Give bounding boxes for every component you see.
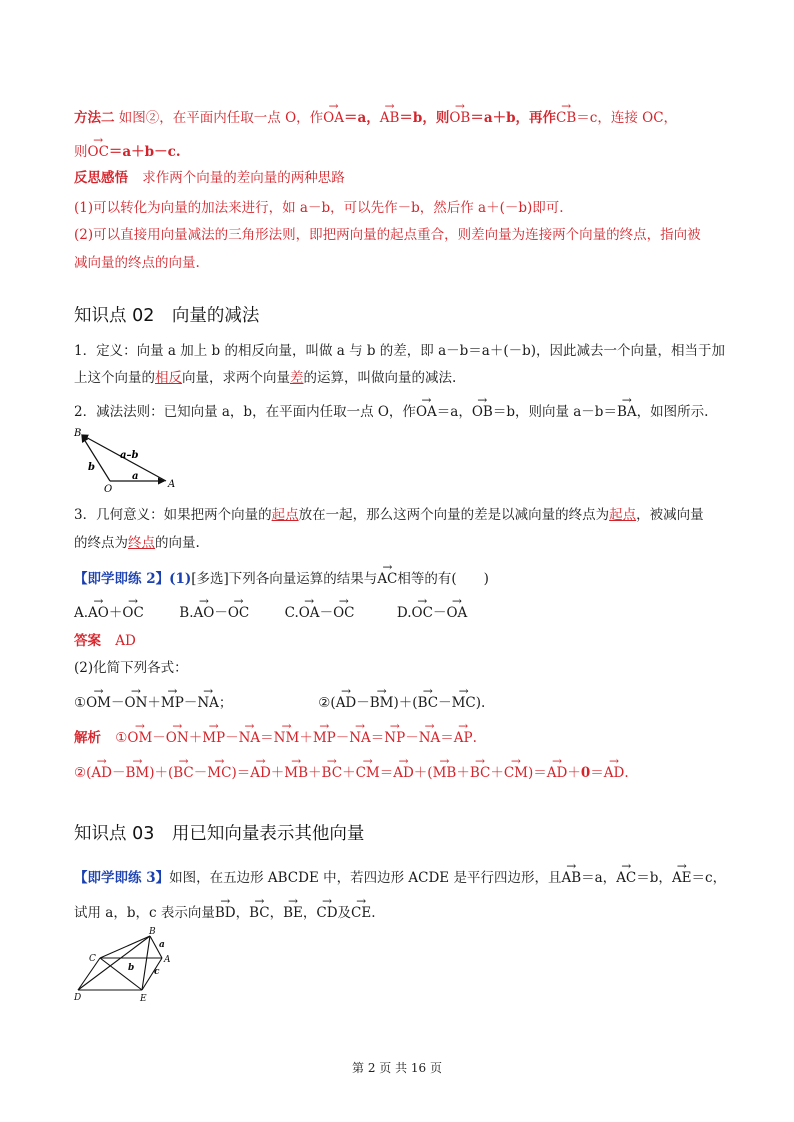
- a-minus-b-label: a–b: [120, 450, 139, 461]
- exercise-2-answer: [74, 629, 136, 649]
- diagonal-ce: [100, 958, 142, 990]
- option-a: A.→ AO＋→ OC: [74, 601, 175, 621]
- option-d: D.→ OC－→ OA: [397, 601, 467, 621]
- rule-line: 2．减法法则：已知向量 a，b，在平面内任取一点 O，作→ OA＝a，→ OB＝b，则向量 a－b＝→ BA，如图所示.: [74, 400, 708, 420]
- point-b-label: B: [149, 927, 156, 937]
- diagonal-be: [142, 936, 150, 990]
- a-label: a: [132, 471, 139, 482]
- definition-line2: 上这个向量的相反向量，求两个向量差的运算，叫做向量的减法.: [74, 370, 457, 386]
- exercise-2-expressions: [74, 691, 485, 711]
- section-03-title: 用已知向量表示其他向量: [171, 824, 365, 844]
- geometric-meaning-line2: 的终点为终点的向量.: [74, 535, 200, 551]
- exercise-2-tag: 【即学即练 2】: [74, 571, 170, 587]
- answer-value: AD: [115, 633, 136, 649]
- point-c-label: C: [89, 954, 96, 964]
- exercise-2-question: 【即学即练 2】(1)[多选]下列各向量运算的结果与→ AC相等的有( ): [74, 567, 489, 587]
- reflection-p1: (1)可以转化为向量的加法来进行，如 a－b，可以先作－b，然后作 a＋(－b)即可.: [74, 200, 564, 216]
- exercise-3-line1: 【即学即练 3】如图，在五边形 ABCDE 中，若四边形 ACDE 是平行四边形，且→ AB＝a，→ AC＝b，→ AE＝c，: [74, 866, 726, 886]
- point-b-label: B: [74, 428, 82, 439]
- vector-c-label: c: [154, 967, 160, 977]
- point-o-label: O: [104, 484, 113, 495]
- vector-a-label: a: [159, 940, 165, 950]
- section-02-number: 知识点 02: [74, 306, 155, 326]
- reflection-heading: 反思感悟 求作两个向量的差向量的两种思路: [74, 170, 345, 186]
- exercise-2-part2: (2)化简下列各式：: [74, 660, 188, 676]
- pentagon-figure: [70, 926, 180, 1004]
- solution-label: 解析: [74, 730, 101, 746]
- point-d-label: D: [74, 993, 82, 1003]
- reflection-p2b: 减向量的终点的向量.: [74, 255, 200, 271]
- method2-label: 方法二: [74, 110, 115, 126]
- vector-b-label: b: [128, 963, 135, 973]
- expression-1: ①→ OM－→ ON＋→ MP－→ NA；: [74, 691, 314, 711]
- point-a-label: A: [168, 479, 176, 490]
- b-label: b: [88, 462, 95, 473]
- exercise-3-tag: 【即学即练 3】: [74, 870, 170, 886]
- option-c: C.→ OA－→ OC: [285, 601, 393, 621]
- exercise-2-options: [74, 601, 467, 621]
- point-a-label: A: [164, 955, 171, 965]
- geometric-meaning-line1: 3．几何意义：如果把两个向量的起点放在一起，那么这两个向量的差是以减向量的终点为起点，被减向量: [74, 507, 704, 523]
- answer-label: 答案: [74, 633, 101, 649]
- section-03-number: 知识点 03: [74, 824, 155, 844]
- subtraction-figure: [68, 424, 188, 496]
- definition-line1: 1．定义：向量 a 加上 b 的相反向量，叫做 a 与 b 的差，即 a－b＝a＋(－b)，因此减去一个向量，相当于加: [74, 343, 726, 359]
- solution-line1: 解析 ①→ OM－→ ON＋→ MP－→ NA＝→ NM＋→ MP－→ NA＝→ NP－→ NA＝→ AP.: [74, 726, 477, 746]
- section-03-heading: [74, 820, 364, 845]
- reflection-label: 反思感悟: [74, 170, 128, 186]
- exercise-3-line2: 试用 a，b，c 表示向量→ BD，→ BC，→ BE，→ CD及→ CE.: [74, 901, 376, 921]
- method2-line1: 方法二 如图②，在平面内任取一点 O，作→ OA＝a，→ AB＝b，则→ OB＝a＋b，再作→ CB＝c，连接 OC，: [74, 106, 677, 126]
- point-e-label: E: [140, 994, 147, 1004]
- section-02-heading: [74, 302, 259, 327]
- reflection-p2a: (2)可以直接用向量减法的三角形法则，即把两向量的起点重合，则差向量为连接两个向量的终点，指向被: [74, 227, 701, 243]
- page-footer: 第 2 页 共 16 页: [352, 1061, 442, 1075]
- method2-line2: 则→ OC＝a＋b－c.: [74, 140, 181, 160]
- expression-2: ②(→ AD－→ BM)＋(→ BC－→ MC).: [318, 695, 485, 711]
- section-02-title: 向量的减法: [171, 306, 260, 326]
- option-b: B.→ AO－→ OC: [179, 601, 280, 621]
- solution-line2: ②(→ AD－→ BM)＋(→ BC－→ MC)＝→ AD＋→ MB＋→ BC＋→ CM＝→ AD＋(→ MB＋→ BC＋→ CM)＝→ AD＋0＝→ AD.: [74, 761, 629, 781]
